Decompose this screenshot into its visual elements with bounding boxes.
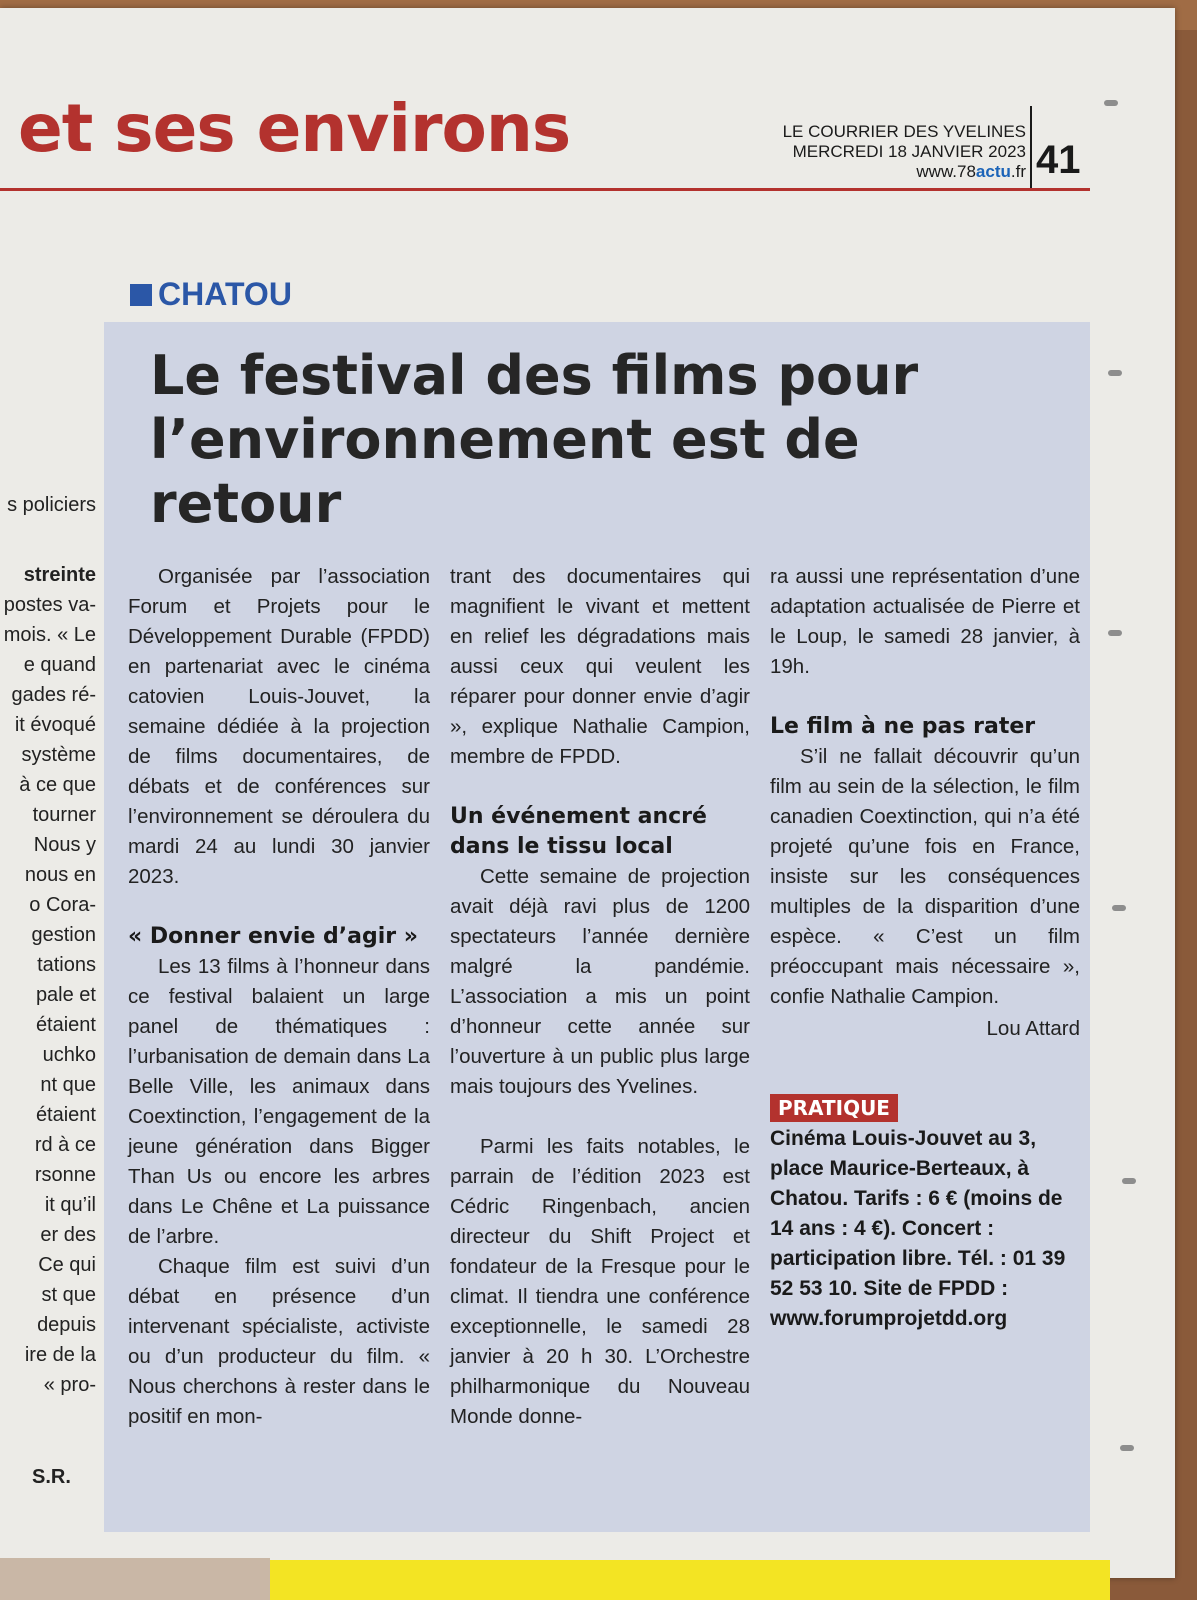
left-fragment-line: st que bbox=[41, 1284, 96, 1306]
subheading: Le film à ne pas rater bbox=[770, 714, 1036, 739]
publication-site bbox=[770, 162, 1026, 182]
left-fragment-line: nous en bbox=[24, 864, 96, 886]
staple-mark bbox=[1122, 1178, 1136, 1184]
left-fragment-heading: streinte bbox=[23, 564, 96, 586]
site-prefix: www.78 bbox=[916, 162, 976, 181]
article-column-3 bbox=[770, 562, 1080, 1334]
left-fragment-top: s policiers bbox=[7, 494, 96, 516]
left-fragment-line: rd à ce bbox=[34, 1134, 96, 1156]
left-fragment-line: ire de la bbox=[24, 1344, 96, 1366]
paragraph: ra aussi une représentation d’une adaptation actualisée de Pierre et le Loup, le samedi 28 janvier, à 19h. bbox=[770, 565, 1080, 678]
section-title: et ses environs bbox=[18, 90, 571, 167]
left-fragment-line: Ce qui bbox=[38, 1254, 96, 1276]
staple-mark bbox=[1108, 370, 1122, 376]
left-column-fragments bbox=[0, 560, 96, 1400]
left-fragment-line: étaient bbox=[35, 1014, 96, 1036]
publication-date: MERCREDI 18 JANVIER 2023 bbox=[792, 142, 1026, 161]
subheading: « Donner envie d’agir » bbox=[128, 924, 419, 949]
left-fragment-line: postes va- bbox=[3, 594, 96, 616]
author-byline: Lou Attard bbox=[986, 1017, 1080, 1040]
pratique-box bbox=[770, 1094, 1080, 1334]
paragraph: Les 13 films à l’honneur dans ce festival balaient un large panel de thématiques : l’urbanisation de demain dans La Belle Ville, les animaux dans Coextinction, l’engagement de la jeune génération dans Bigger Than Us ou encore les arbres dans Le Chêne et La puissance de l’arbre. bbox=[128, 955, 430, 1248]
left-fragment-line: it qu’il bbox=[44, 1194, 96, 1216]
pratique-label: PRATIQUE bbox=[770, 1094, 898, 1122]
left-fragment-line: er des bbox=[40, 1224, 96, 1246]
left-fragment-line: tations bbox=[37, 954, 96, 976]
staple-mark bbox=[1104, 100, 1118, 106]
paragraph: Cette semaine de projection avait déjà ravi plus de 1200 spectateurs l’année dernière malgré la pandémie. L’association a mis un point d’honneur cette année sur l’ouverture à un public plus large mais toujours des Yvelines. bbox=[450, 865, 750, 1098]
left-fragment-line: depuis bbox=[37, 1314, 96, 1336]
site-suffix: .fr bbox=[1010, 162, 1026, 181]
rubric-square-icon bbox=[130, 284, 152, 306]
left-fragment-line: étaient bbox=[35, 1104, 96, 1126]
headline: Le festival des films pour l’environnement est de retour bbox=[150, 344, 919, 535]
staple-mark bbox=[1108, 630, 1122, 636]
staple-mark bbox=[1120, 1445, 1134, 1451]
staple-mark bbox=[1112, 905, 1126, 911]
left-fragment-line: système bbox=[21, 744, 96, 766]
paragraph: Organisée par l’association Forum et Projets pour le Développement Durable (FPDD) en partenariat avec le cinéma catovien Louis-Jouvet, la semaine dédiée à la projection de films documentaires, de débats et de conférences sur l’environnement se déroulera du mardi 24 au lundi 30 janvier 2023. bbox=[128, 565, 430, 888]
header-rule bbox=[0, 188, 1090, 191]
header-divider bbox=[1030, 106, 1032, 188]
article-column-1 bbox=[128, 562, 430, 1432]
left-fragment-lines bbox=[0, 590, 96, 1400]
article-column-2 bbox=[450, 562, 750, 1432]
left-initials: S.R. bbox=[32, 1466, 71, 1488]
paragraph: Parmi les faits notables, le parrain de l’édition 2023 est Cédric Ringenbach, ancien directeur du Shift Project et fondateur de la Fresque pour le climat. Il tiendra une conférence exceptionnelle, le samedi 28 janvier à 20 h 30. L’Orchestre philharmonique du Nouveau Monde donne- bbox=[450, 1135, 750, 1428]
paragraph: S’il ne fallait découvrir qu’un film au sein de la sélection, le film canadien Coextinction, qui n’a été projeté qu’une fois en France, insiste sur les conséquences multiples de la disparition d’une espèce. « C’est un film préoccupant mais nécessaire », confie Nathalie Campion. bbox=[770, 745, 1080, 1008]
left-fragment-line: rsonne bbox=[34, 1164, 96, 1186]
left-fragment-line: pale et bbox=[35, 984, 96, 1006]
left-fragment-line: tourner bbox=[32, 804, 96, 826]
paragraph: trant des documentaires qui magnifient le vivant et mettent en relief les dégradations mais aussi ceux qui veulent les réparer pour donner envie d’agir », explique Nathalie Campion, membre de FPDD. bbox=[450, 565, 750, 768]
rubric-label: CHATOU bbox=[158, 276, 292, 312]
left-fragment-line: e quand bbox=[23, 654, 96, 676]
left-fragment-line: Nous y bbox=[33, 834, 96, 856]
left-fragment-line: à ce que bbox=[19, 774, 96, 796]
page-edge bbox=[0, 1558, 270, 1600]
left-fragment-line: it évoqué bbox=[14, 714, 96, 736]
publication-name: LE COURRIER DES YVELINES bbox=[782, 122, 1026, 141]
site-accent: actu bbox=[975, 162, 1011, 181]
publication-info bbox=[770, 122, 1026, 182]
page-number: 41 bbox=[1036, 138, 1081, 182]
left-fragment-line: gades ré- bbox=[11, 684, 96, 706]
left-fragment-line: uchko bbox=[42, 1044, 96, 1066]
paragraph: Chaque film est suivi d’un débat en présence d’un intervenant spécialiste, activiste ou d’un producteur du film. « Nous cherchons à rester dans le positif en mon- bbox=[128, 1255, 430, 1428]
left-fragment-line: « pro- bbox=[43, 1374, 96, 1396]
pratique-body: Cinéma Louis-Jouvet au 3, place Maurice-Berteaux, à Chatou. Tarifs : 6 € (moins de 14 ans : 4 €). Concert : participation libre. Tél. : 01 39 52 53 10. Site de FPDD : www.forumprojetdd.org bbox=[770, 1127, 1066, 1330]
advertisement-strip bbox=[270, 1560, 1110, 1600]
rubric bbox=[130, 276, 292, 313]
left-fragment-line: gestion bbox=[31, 924, 96, 946]
left-fragment-line: mois. « Le bbox=[3, 624, 96, 646]
subheading: Un événement ancré dans le tissu local bbox=[450, 804, 707, 859]
left-fragment-line: o Cora- bbox=[29, 894, 96, 916]
left-fragment-line: nt que bbox=[40, 1074, 96, 1096]
